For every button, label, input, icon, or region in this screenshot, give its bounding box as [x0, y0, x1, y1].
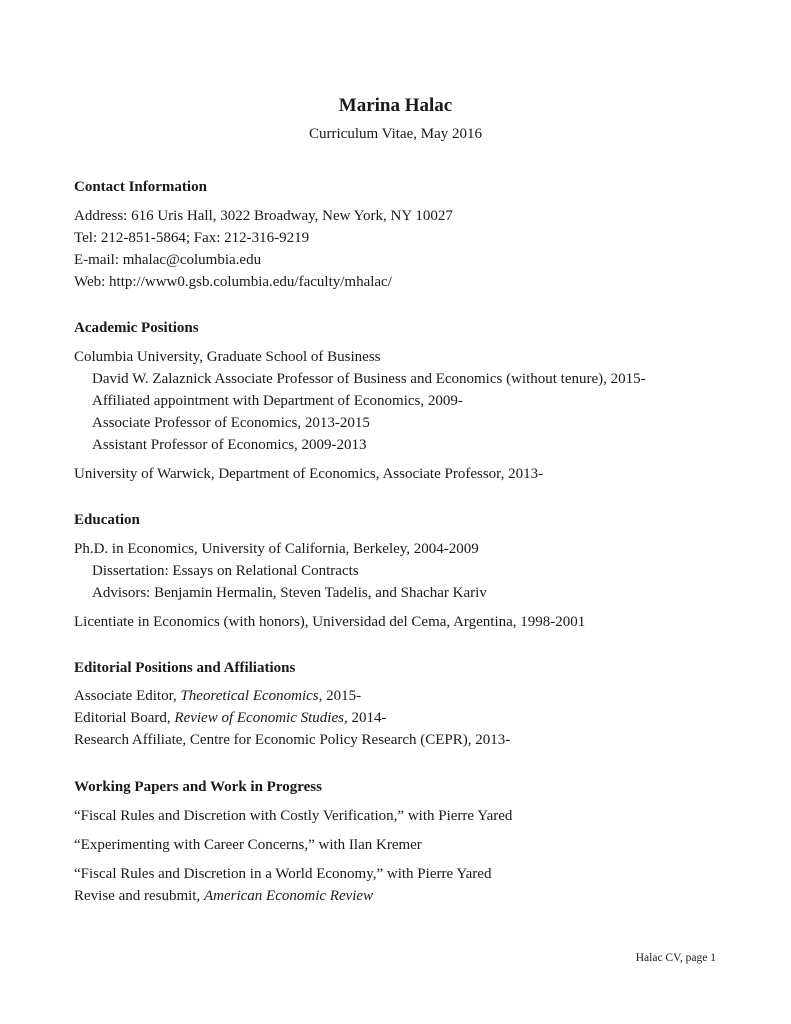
contact-phone: Tel: 212-851-5864; Fax: 212-316-9219: [74, 230, 310, 246]
page-footer: Halac CV, page 1: [635, 952, 716, 964]
education-licentiate: Licentiate in Economics (with honors), Universidad del Cema, Argentina, 1998-2001: [74, 614, 586, 630]
editorial-associate-editor: Associate Editor, Theoretical Economics, 2015-: [74, 688, 362, 704]
education-phd: Ph.D. in Economics, University of California, Berkeley, 2004-2009: [74, 541, 479, 557]
contact-web: Web: http://www0.gsb.columbia.edu/faculty/mhalac/: [74, 274, 392, 290]
contact-address: Address: 616 Uris Hall, 3022 Broadway, New York, NY 10027: [74, 208, 453, 224]
section-heading-editorial: Editorial Positions and Affiliations: [74, 660, 296, 676]
section-heading-contact: Contact Information: [74, 179, 207, 195]
academic-columbia: Columbia University, Graduate School of Business: [74, 349, 381, 365]
editorial-board: Editorial Board, Review of Economic Studies, 2014-: [74, 710, 387, 726]
editorial-research-affiliate: Research Affiliate, Centre for Economic Policy Research (CEPR), 2013-: [74, 732, 511, 748]
contact-block: [74, 205, 734, 293]
section-heading-academic: Academic Positions: [74, 320, 199, 336]
education-dissertation: Dissertation: Essays on Relational Contracts: [92, 563, 359, 579]
section-heading-working-papers: Working Papers and Work in Progress: [74, 779, 322, 795]
academic-position: David W. Zalaznick Associate Professor of Business and Economics (without tenure), 2015-: [92, 371, 646, 387]
academic-position: Associate Professor of Economics, 2013-2015: [92, 415, 370, 431]
working-paper-status: Revise and resubmit, American Economic Review: [74, 888, 374, 904]
working-paper-item: “Fiscal Rules and Discretion in a World Economy,” with Pierre Yared: [74, 866, 492, 882]
editorial-block: [74, 685, 734, 751]
cv-name: Marina Halac: [338, 95, 453, 116]
academic-position: Assistant Professor of Economics, 2009-2013: [92, 437, 367, 453]
academic-warwick: University of Warwick, Department of Economics, Associate Professor, 2013-: [74, 466, 544, 482]
working-paper-item: “Experimenting with Career Concerns,” with Ilan Kremer: [74, 837, 422, 853]
education-advisors: Advisors: Benjamin Hermalin, Steven Tadelis, and Shachar Kariv: [92, 585, 487, 601]
academic-block: [74, 346, 734, 485]
section-heading-education: Education: [74, 512, 140, 528]
education-block: [74, 538, 734, 633]
contact-email: E-mail: mhalac@columbia.edu: [74, 252, 262, 268]
working-paper-item: “Fiscal Rules and Discretion with Costly Verification,” with Pierre Yared: [74, 808, 513, 824]
academic-position: Affiliated appointment with Department of Economics, 2009-: [92, 393, 463, 409]
cv-subtitle: Curriculum Vitae, May 2016: [309, 126, 482, 142]
working-papers-block: [74, 805, 734, 907]
